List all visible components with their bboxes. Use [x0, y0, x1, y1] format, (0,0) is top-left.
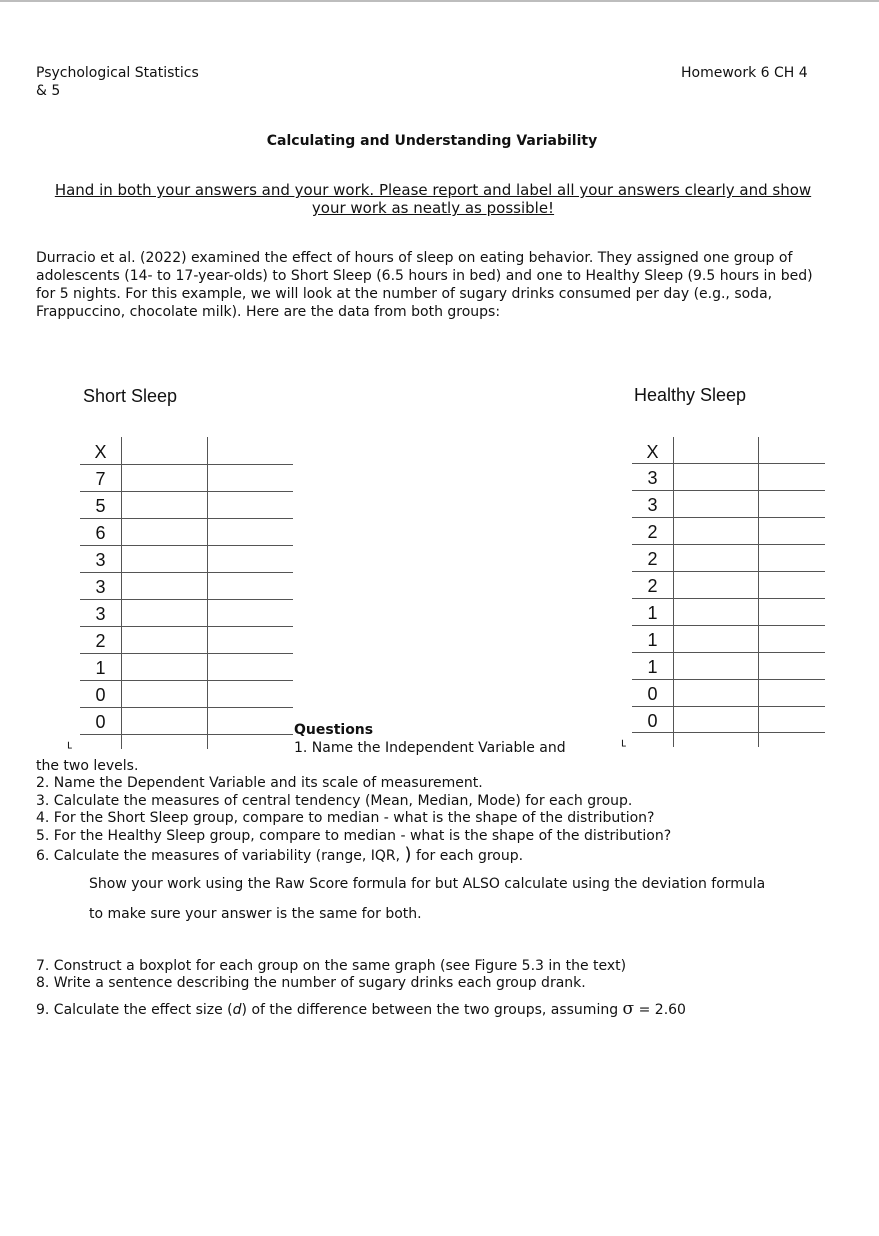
table-cell: 1: [95, 658, 106, 678]
question-3: 3. Calculate the measures of central tendency (Mean, Median, Mode) for each group.: [36, 793, 633, 809]
healthy-sleep-table: [632, 437, 825, 747]
table-rule: [80, 545, 293, 546]
course-line-2: & 5: [36, 83, 61, 99]
table-cell: 6: [95, 523, 106, 543]
table-rule: [80, 707, 293, 708]
table-divider: [758, 437, 759, 747]
question-6-note-line-1: Show your work using the Raw Score formula for but ALSO calculate using the deviation formula: [89, 876, 766, 892]
short-sleep-table: [80, 437, 293, 749]
table-rule: [632, 652, 825, 653]
column-header-x: X: [646, 442, 659, 462]
table-rule: [632, 598, 825, 599]
table-rule: [80, 464, 293, 465]
course-name: [36, 64, 199, 100]
question-4: 4. For the Short Sleep group, compare to median - what is the shape of the distribution?: [36, 810, 655, 826]
question-9-text-mid: ) of the difference between the two groups, assuming: [241, 1002, 623, 1018]
close-paren-glyph: ): [404, 844, 412, 865]
table-rule: [632, 706, 825, 707]
table-cell: 3: [647, 468, 658, 488]
table-cell: 7: [95, 469, 106, 489]
table-cell: 0: [95, 685, 106, 705]
question-8: 8. Write a sentence describing the number of sugary drinks each group drank.: [36, 975, 586, 991]
questions-heading: Questions: [294, 722, 374, 738]
question-9-text: 9. Calculate the effect size (: [36, 1002, 233, 1018]
table-rule: [632, 490, 825, 491]
table-rule: [632, 544, 825, 545]
sigma-x-glyph: ⌐: [60, 740, 77, 750]
table-rule: [80, 734, 293, 735]
table-cell: 0: [647, 684, 658, 704]
short-sleep-title: Short Sleep: [83, 386, 178, 406]
table-rule: [632, 679, 825, 680]
table-cell: 0: [95, 712, 106, 732]
question-7: 7. Construct a boxplot for each group on the same graph (see Figure 5.3 in the text): [36, 958, 627, 974]
question-5: 5. For the Healthy Sleep group, compare to median - what is the shape of the distribution?: [36, 828, 672, 844]
table-cell: 0: [647, 711, 658, 731]
table-cell: 3: [95, 604, 106, 624]
table-cell: 2: [647, 576, 658, 596]
table-rule: [80, 572, 293, 573]
question-6-note-line-2: to make sure your answer is the same for both.: [89, 906, 422, 922]
question-6-text: 6. Calculate the measures of variability (range, IQR,: [36, 848, 405, 864]
table-rule: [80, 653, 293, 654]
question-2: 2. Name the Dependent Variable and its scale of measurement.: [36, 775, 483, 791]
table-rule: [632, 732, 825, 733]
table-rule: [632, 571, 825, 572]
table-rule: [632, 463, 825, 464]
table-cell: 2: [647, 522, 658, 542]
question-1-continued: the two levels.: [36, 758, 139, 774]
table-rule: [632, 517, 825, 518]
table-cell: 2: [647, 549, 658, 569]
table-rule: [80, 680, 293, 681]
course-line-1: Psychological Statistics: [36, 65, 199, 81]
table-cell: 1: [647, 657, 658, 677]
table-divider: [121, 437, 122, 749]
question-6: [36, 846, 523, 866]
question-6-text-end: for each group.: [411, 848, 524, 864]
effect-size-symbol: d: [232, 1002, 242, 1018]
sigma-x-glyph: ⌐: [614, 738, 631, 748]
question-1: 1. Name the Independent Variable and: [294, 740, 566, 756]
table-rule: [632, 625, 825, 626]
table-cell: 1: [647, 630, 658, 650]
intro-paragraph: Durracio et al. (2022) examined the effect of hours of sleep on eating behavior. They assigned one group of adolescents (14- to 17-year-olds) to Short Sleep (6.5 hours in bed) and one to Healthy Sleep (9.5 hours in bed) for 5 nights. For this example, we will look at the number of sugary drinks consumed per day (e.g., soda, Frappuccino, chocolate milk). Here are the data from both groups:: [36, 250, 813, 320]
table-cell: 3: [95, 550, 106, 570]
page-top-border: [0, 0, 879, 2]
sigma-value: = 2.60: [634, 1002, 686, 1018]
table-cell: 3: [647, 495, 658, 515]
question-9: [36, 1001, 686, 1020]
assignment-label: Homework 6 CH 4: [681, 65, 808, 81]
healthy-sleep-title: Healthy Sleep: [634, 385, 747, 405]
table-rule: [80, 491, 293, 492]
table-divider: [673, 437, 674, 747]
table-cell: 1: [647, 603, 658, 623]
page-title: Calculating and Understanding Variability: [266, 133, 598, 149]
sigma-icon: σ: [622, 999, 635, 1019]
table-rule: [80, 599, 293, 600]
column-header-x: X: [94, 442, 107, 462]
table-cell: 2: [95, 631, 106, 651]
table-divider: [207, 437, 208, 749]
table-cell: 5: [95, 496, 106, 516]
table-rule: [80, 626, 293, 627]
table-rule: [80, 518, 293, 519]
instructions: Hand in both your answers and your work. Please report and label all your answers clearly and show your work as neatly as possible!: [54, 181, 812, 217]
table-cell: 3: [95, 577, 106, 597]
